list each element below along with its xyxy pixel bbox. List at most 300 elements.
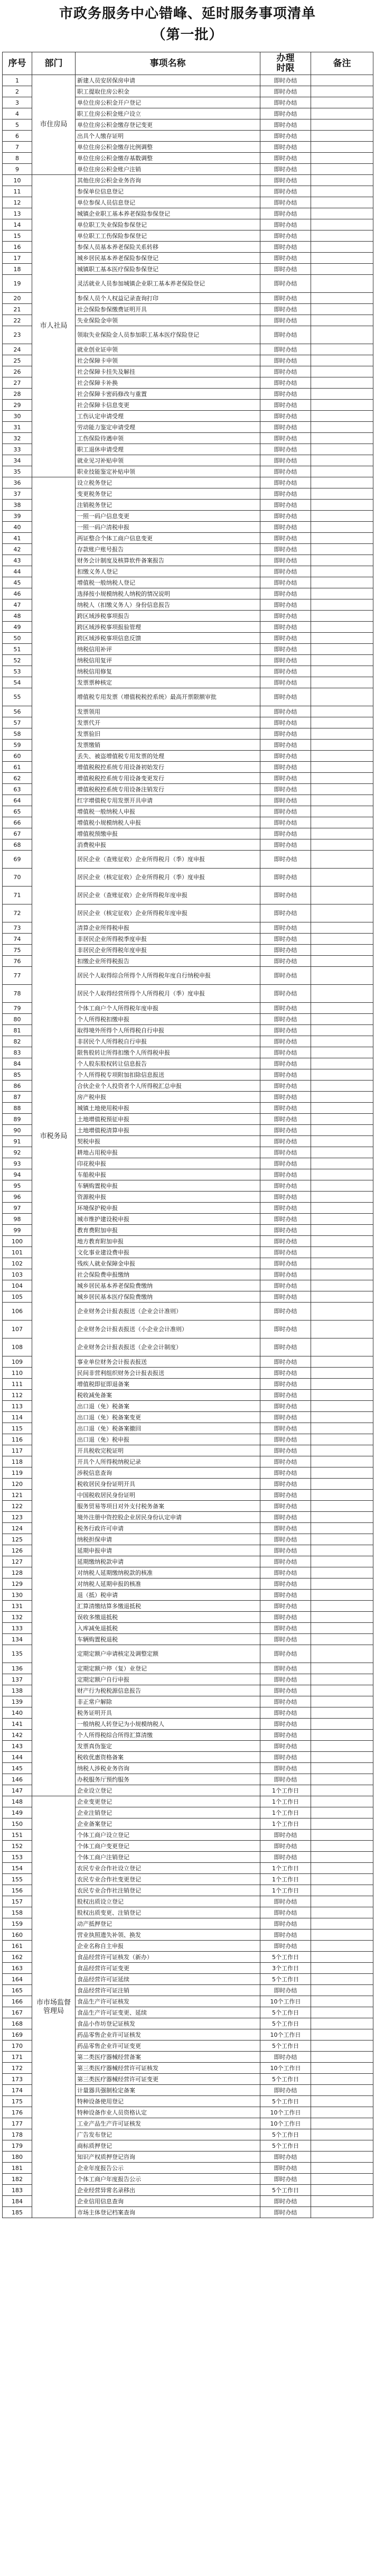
row-note bbox=[311, 945, 373, 956]
row-name: 纳税信用复评 bbox=[76, 655, 260, 666]
row-note bbox=[311, 806, 373, 817]
row-time: 即时办结 bbox=[260, 1434, 311, 1445]
row-time: 即时办结 bbox=[260, 622, 311, 633]
row-name: 营业执照遗失补领、换发 bbox=[76, 1929, 260, 1941]
row-seq: 16 bbox=[3, 242, 32, 253]
row-time: 即时办结 bbox=[260, 1567, 311, 1578]
row-seq: 181 bbox=[3, 2163, 32, 2174]
row-seq: 85 bbox=[3, 1069, 32, 1081]
row-note bbox=[311, 264, 373, 275]
row-note bbox=[311, 706, 373, 717]
row-time: 即时办结 bbox=[260, 366, 311, 377]
row-name: 纳税人涉税业务咨询 bbox=[76, 1763, 260, 1774]
row-name: 个人股东股权转让信息报告 bbox=[76, 1058, 260, 1069]
row-name: 增值税税控系统专用设备注销发行 bbox=[76, 784, 260, 795]
row-note bbox=[311, 1556, 373, 1567]
row-name: 增值税一般纳税人申报 bbox=[76, 806, 260, 817]
row-seq: 68 bbox=[3, 839, 32, 851]
row-time: 即时办结 bbox=[260, 219, 311, 230]
row-note bbox=[311, 304, 373, 315]
row-name: 食品经营许可证核发（新办） bbox=[76, 1952, 260, 1963]
row-note bbox=[311, 644, 373, 655]
row-seq: 119 bbox=[3, 1467, 32, 1479]
row-seq: 42 bbox=[3, 544, 32, 555]
row-seq: 103 bbox=[3, 1269, 32, 1280]
row-note bbox=[311, 1952, 373, 1963]
row-note bbox=[311, 762, 373, 773]
row-time: 即时办结 bbox=[260, 1590, 311, 1601]
row-time: 即时办结 bbox=[260, 1047, 311, 1058]
row-note bbox=[311, 985, 373, 1003]
header-dept: 部门 bbox=[32, 52, 76, 75]
row-note bbox=[311, 555, 373, 566]
row-note bbox=[311, 1918, 373, 1929]
row-name: 企业财务会计报表报送（企业会计制度） bbox=[76, 1338, 260, 1356]
row-time: 即时办结 bbox=[260, 1907, 311, 1918]
row-seq: 82 bbox=[3, 1036, 32, 1047]
row-seq: 147 bbox=[3, 1785, 32, 1796]
row-seq: 81 bbox=[3, 1025, 32, 1036]
row-time: 即时办结 bbox=[260, 175, 311, 186]
row-seq: 169 bbox=[3, 2029, 32, 2041]
row-name: 车船税申报 bbox=[76, 1169, 260, 1180]
row-time: 即时办结 bbox=[260, 1291, 311, 1303]
row-seq: 95 bbox=[3, 1180, 32, 1192]
row-time: 即时办结 bbox=[260, 208, 311, 219]
row-note bbox=[311, 400, 373, 411]
row-seq: 26 bbox=[3, 366, 32, 377]
row-name: 出口退（免）税申报 bbox=[76, 1434, 260, 1445]
row-note bbox=[311, 197, 373, 208]
row-time: 即时办结 bbox=[260, 1634, 311, 1645]
row-time: 即时办结 bbox=[260, 588, 311, 599]
row-name: 企业备案登记 bbox=[76, 1818, 260, 1830]
row-seq: 151 bbox=[3, 1830, 32, 1841]
row-note bbox=[311, 1863, 373, 1874]
row-seq: 171 bbox=[3, 2052, 32, 2063]
row-time: 即时办结 bbox=[260, 751, 311, 762]
row-name: 增值税税控系统专用设备初始发行 bbox=[76, 762, 260, 773]
row-name: 退（抵）税申请 bbox=[76, 1590, 260, 1601]
row-time: 即时办结 bbox=[260, 1730, 311, 1741]
row-note bbox=[311, 1280, 373, 1291]
row-note bbox=[311, 1512, 373, 1523]
row-name: 企业设立登记 bbox=[76, 1785, 260, 1796]
row-time: 1个工作日 bbox=[260, 1874, 311, 1885]
row-note bbox=[311, 208, 373, 219]
row-seq: 152 bbox=[3, 1841, 32, 1852]
row-seq: 133 bbox=[3, 1623, 32, 1634]
row-time: 即时办结 bbox=[260, 1379, 311, 1390]
row-name: 企业财务会计报表报送（企业会计准则） bbox=[76, 1303, 260, 1321]
row-name: 新建人员安居保房申请 bbox=[76, 75, 260, 86]
row-name: 特种设备使用登记 bbox=[76, 2096, 260, 2107]
row-time: 即时办结 bbox=[260, 511, 311, 522]
row-dept: 市住房局 bbox=[32, 75, 76, 175]
row-time: 即时办结 bbox=[260, 1003, 311, 1014]
row-note bbox=[311, 1412, 373, 1423]
row-seq: 60 bbox=[3, 751, 32, 762]
row-name: 选择按小规模纳税人纳税的情况说明 bbox=[76, 588, 260, 599]
row-time: 即时办结 bbox=[260, 1390, 311, 1401]
row-name: 增值税即征即退备案 bbox=[76, 1379, 260, 1390]
row-name: 第三类医疗器械经营许可证变更 bbox=[76, 2074, 260, 2085]
row-name: 特种设备作业人员资格认定 bbox=[76, 2107, 260, 2118]
row-time: 即时办结 bbox=[260, 477, 311, 488]
row-name: 税收减免备案 bbox=[76, 1390, 260, 1401]
row-name: 单位职工失业保险参保登记 bbox=[76, 219, 260, 230]
row-note bbox=[311, 2107, 373, 2118]
row-time: 即时办结 bbox=[260, 1368, 311, 1379]
row-note bbox=[311, 773, 373, 784]
row-time: 即时办结 bbox=[260, 1269, 311, 1280]
row-time: 即时办结 bbox=[260, 2196, 311, 2207]
row-name: 计量器具强制检定备案 bbox=[76, 2085, 260, 2096]
row-name: 税务行政许可申请 bbox=[76, 1523, 260, 1534]
row-note bbox=[311, 2096, 373, 2107]
row-note bbox=[311, 1719, 373, 1730]
row-note bbox=[311, 366, 373, 377]
row-name: 食品生产许可证核发 bbox=[76, 1996, 260, 2007]
row-name: 居民企业（核定征收）企业所得税年度申报 bbox=[76, 904, 260, 922]
row-time: 即时办结 bbox=[260, 153, 311, 164]
row-name: 第二类医疗器械经营备案 bbox=[76, 2052, 260, 2063]
row-time: 即时办结 bbox=[260, 86, 311, 97]
row-seq: 148 bbox=[3, 1796, 32, 1807]
row-note bbox=[311, 1785, 373, 1796]
row-note bbox=[311, 293, 373, 304]
row-note bbox=[311, 326, 373, 344]
row-time: 即时办结 bbox=[260, 1523, 311, 1534]
row-time: 1个工作日 bbox=[260, 1807, 311, 1818]
row-name: 残疾人就业保障金申报 bbox=[76, 1258, 260, 1269]
row-time: 即时办结 bbox=[260, 1258, 311, 1269]
row-time: 即时办结 bbox=[260, 131, 311, 142]
row-note bbox=[311, 1467, 373, 1479]
row-seq: 167 bbox=[3, 2007, 32, 2018]
row-note bbox=[311, 1456, 373, 1467]
row-time: 即时办结 bbox=[260, 1321, 311, 1338]
row-note bbox=[311, 1401, 373, 1412]
row-name: 增值税一般纳税人登记 bbox=[76, 577, 260, 588]
row-seq: 115 bbox=[3, 1423, 32, 1434]
row-seq: 142 bbox=[3, 1730, 32, 1741]
row-seq: 107 bbox=[3, 1321, 32, 1338]
row-time: 即时办结 bbox=[260, 762, 311, 773]
row-time: 即时办结 bbox=[260, 1103, 311, 1114]
row-time: 10个工作日 bbox=[260, 1996, 311, 2007]
row-seq: 40 bbox=[3, 522, 32, 533]
row-time: 即时办结 bbox=[260, 1456, 311, 1467]
row-name: 个体工商户个人所得税年度申报 bbox=[76, 1003, 260, 1014]
row-time: 5个工作日 bbox=[260, 2074, 311, 2085]
row-note bbox=[311, 444, 373, 455]
row-note bbox=[311, 2085, 373, 2096]
row-seq: 156 bbox=[3, 1885, 32, 1896]
row-time: 即时办结 bbox=[260, 411, 311, 422]
header-seq: 序号 bbox=[3, 52, 32, 75]
row-name: 耕地占用税申报 bbox=[76, 1147, 260, 1158]
row-name: 社会保障卡挂失及解挂 bbox=[76, 366, 260, 377]
row-name: 增值税预缴申报 bbox=[76, 828, 260, 839]
row-name: 资源税申报 bbox=[76, 1192, 260, 1203]
row-time: 即时办结 bbox=[260, 97, 311, 108]
row-time: 即时办结 bbox=[260, 1225, 311, 1236]
row-note bbox=[311, 2074, 373, 2085]
row-seq: 105 bbox=[3, 1291, 32, 1303]
row-name: 社会保障卡补换 bbox=[76, 377, 260, 389]
row-seq: 170 bbox=[3, 2041, 32, 2052]
row-name: 民间非营利组织财务会计报表报送 bbox=[76, 1368, 260, 1379]
row-note bbox=[311, 1685, 373, 1696]
row-time: 即时办结 bbox=[260, 934, 311, 945]
row-note bbox=[311, 666, 373, 677]
row-time: 即时办结 bbox=[260, 655, 311, 666]
row-seq: 130 bbox=[3, 1590, 32, 1601]
row-time: 即时办结 bbox=[260, 1896, 311, 1907]
row-name: 居民个人取得综合所得个人所得税年度自行纳税申报 bbox=[76, 967, 260, 985]
row-seq: 15 bbox=[3, 230, 32, 242]
row-name: 税务证明开具 bbox=[76, 1707, 260, 1719]
row-note bbox=[311, 1356, 373, 1368]
row-seq: 18 bbox=[3, 264, 32, 275]
row-name: 文化事业建设费申报 bbox=[76, 1247, 260, 1258]
row-name: 一般纳税人转登记为小规模纳税人 bbox=[76, 1719, 260, 1730]
row-name: 农民专业合作社变更登记 bbox=[76, 1874, 260, 1885]
row-seq: 55 bbox=[3, 688, 32, 706]
row-time: 即时办结 bbox=[260, 242, 311, 253]
page-subtitle: （第一批） bbox=[152, 27, 223, 43]
row-seq: 33 bbox=[3, 444, 32, 455]
row-seq: 101 bbox=[3, 1247, 32, 1258]
table-body bbox=[3, 75, 373, 2218]
row-time: 即时办结 bbox=[260, 1601, 311, 1612]
row-seq: 113 bbox=[3, 1401, 32, 1412]
row-seq: 126 bbox=[3, 1545, 32, 1556]
row-seq: 108 bbox=[3, 1338, 32, 1356]
row-time: 即时办结 bbox=[260, 230, 311, 242]
row-name: 工伤认定申请受理 bbox=[76, 411, 260, 422]
row-dept: 市税务局 bbox=[32, 477, 76, 1796]
row-dept: 市人社局 bbox=[32, 175, 76, 477]
row-note bbox=[311, 2041, 373, 2052]
row-name: 汇算清缴结算多缴退抵税 bbox=[76, 1601, 260, 1612]
row-name: 土地增值税预征申报 bbox=[76, 1114, 260, 1125]
row-seq: 57 bbox=[3, 717, 32, 728]
row-note bbox=[311, 2207, 373, 2218]
row-name: 工伤保险待遇申领 bbox=[76, 433, 260, 444]
row-name: 食品小作坊登记证核发 bbox=[76, 2018, 260, 2029]
row-name: 其他住房公积金业务咨询 bbox=[76, 175, 260, 186]
row-seq: 46 bbox=[3, 588, 32, 599]
row-seq: 129 bbox=[3, 1578, 32, 1590]
row-time: 即时办结 bbox=[260, 142, 311, 153]
header-time-line1: 办理 bbox=[276, 53, 295, 63]
table-row bbox=[3, 1796, 373, 1807]
row-note bbox=[311, 1423, 373, 1434]
row-time: 即时办结 bbox=[260, 455, 311, 466]
row-note bbox=[311, 956, 373, 967]
row-name: 定期定额户申请核定及调整定额 bbox=[76, 1645, 260, 1663]
row-name: 药品零售企业许可证变更 bbox=[76, 2041, 260, 2052]
row-time: 即时办结 bbox=[260, 1247, 311, 1258]
row-time: 即时办结 bbox=[260, 1501, 311, 1512]
row-name: 职工提取住房公积金 bbox=[76, 86, 260, 97]
row-seq: 2 bbox=[3, 86, 32, 97]
row-seq: 131 bbox=[3, 1601, 32, 1612]
row-seq: 14 bbox=[3, 219, 32, 230]
row-name: 单位住房公积金缴存基数调整 bbox=[76, 153, 260, 164]
row-note bbox=[311, 1907, 373, 1918]
table-header-row bbox=[3, 52, 373, 75]
row-time: 5个工作日 bbox=[260, 2185, 311, 2196]
row-seq: 89 bbox=[3, 1114, 32, 1125]
row-time: 即时办结 bbox=[260, 304, 311, 315]
row-note bbox=[311, 622, 373, 633]
row-name: 非居民企业所得税季度申报 bbox=[76, 934, 260, 945]
row-note bbox=[311, 1730, 373, 1741]
row-note bbox=[311, 1523, 373, 1534]
row-note bbox=[311, 1379, 373, 1390]
row-name: 扣缴义务人登记 bbox=[76, 566, 260, 577]
row-seq: 182 bbox=[3, 2174, 32, 2185]
row-name: 非居民企业所得税年度申报 bbox=[76, 945, 260, 956]
row-time: 即时办结 bbox=[260, 967, 311, 985]
row-name: 市场主体登记档案查询 bbox=[76, 2207, 260, 2218]
row-seq: 179 bbox=[3, 2140, 32, 2152]
row-seq: 150 bbox=[3, 1818, 32, 1830]
row-note bbox=[311, 533, 373, 544]
row-name: 车辆购置税退税 bbox=[76, 1634, 260, 1645]
row-seq: 135 bbox=[3, 1645, 32, 1663]
row-seq: 175 bbox=[3, 2096, 32, 2107]
row-seq: 139 bbox=[3, 1696, 32, 1707]
row-time: 即时办结 bbox=[260, 904, 311, 922]
row-time: 即时办结 bbox=[260, 389, 311, 400]
row-seq: 70 bbox=[3, 869, 32, 887]
row-seq: 10 bbox=[3, 175, 32, 186]
row-seq: 120 bbox=[3, 1479, 32, 1490]
row-time: 即时办结 bbox=[260, 1578, 311, 1590]
row-note bbox=[311, 688, 373, 706]
row-name: 纳税担保申请 bbox=[76, 1534, 260, 1545]
row-seq: 117 bbox=[3, 1445, 32, 1456]
row-name: 涉税信息查询 bbox=[76, 1467, 260, 1479]
row-seq: 146 bbox=[3, 1774, 32, 1785]
row-time: 即时办结 bbox=[260, 1338, 311, 1356]
row-time: 即时办结 bbox=[260, 1036, 311, 1047]
row-seq: 49 bbox=[3, 622, 32, 633]
row-time: 即时办结 bbox=[260, 1663, 311, 1674]
row-name: 城市维护建设税申报 bbox=[76, 1214, 260, 1225]
row-note bbox=[311, 1269, 373, 1280]
row-name: 农民专业合作社注销登记 bbox=[76, 1885, 260, 1896]
row-seq: 125 bbox=[3, 1534, 32, 1545]
row-seq: 161 bbox=[3, 1941, 32, 1952]
row-seq: 39 bbox=[3, 511, 32, 522]
row-name: 财务会计制度及核算软件备案报告 bbox=[76, 555, 260, 566]
row-seq: 106 bbox=[3, 1303, 32, 1321]
row-name: 增值税小规模纳税人申报 bbox=[76, 817, 260, 828]
row-time: 即时办结 bbox=[260, 795, 311, 806]
row-time: 10个工作日 bbox=[260, 2107, 311, 2118]
row-name: 税收优惠资格备案 bbox=[76, 1752, 260, 1763]
row-note bbox=[311, 1963, 373, 1974]
row-note bbox=[311, 377, 373, 389]
row-seq: 124 bbox=[3, 1523, 32, 1534]
row-time: 即时办结 bbox=[260, 197, 311, 208]
row-name: 财产行为税税源信息报告 bbox=[76, 1685, 260, 1696]
row-note bbox=[311, 242, 373, 253]
row-note bbox=[311, 1634, 373, 1645]
row-note bbox=[311, 1225, 373, 1236]
row-time: 即时办结 bbox=[260, 1147, 311, 1158]
row-dept: 市市场监督管理局 bbox=[32, 1796, 76, 2218]
row-time: 即时办结 bbox=[260, 784, 311, 795]
row-note bbox=[311, 108, 373, 119]
row-seq: 58 bbox=[3, 728, 32, 740]
row-note bbox=[311, 511, 373, 522]
row-name: 非正常户解除 bbox=[76, 1696, 260, 1707]
row-seq: 176 bbox=[3, 2107, 32, 2118]
row-name: 食品经营许可证变更 bbox=[76, 1963, 260, 1974]
row-time: 即时办结 bbox=[260, 740, 311, 751]
row-time: 即时办结 bbox=[260, 677, 311, 688]
row-note bbox=[311, 142, 373, 153]
row-seq: 29 bbox=[3, 400, 32, 411]
row-seq: 61 bbox=[3, 762, 32, 773]
row-note bbox=[311, 1896, 373, 1907]
row-seq: 67 bbox=[3, 828, 32, 839]
row-note bbox=[311, 2140, 373, 2152]
row-note bbox=[311, 851, 373, 869]
row-name: 单位参保人员信息登记 bbox=[76, 197, 260, 208]
row-note bbox=[311, 2129, 373, 2140]
row-note bbox=[311, 175, 373, 186]
row-seq: 128 bbox=[3, 1567, 32, 1578]
row-note bbox=[311, 2063, 373, 2074]
row-seq: 84 bbox=[3, 1058, 32, 1069]
row-name: 居民企业（查账征收）企业所得税月（季）度申报 bbox=[76, 851, 260, 869]
row-seq: 163 bbox=[3, 1963, 32, 1974]
row-seq: 41 bbox=[3, 533, 32, 544]
row-note bbox=[311, 422, 373, 433]
row-time: 即时办结 bbox=[260, 544, 311, 555]
row-note bbox=[311, 1941, 373, 1952]
row-name: 对纳税人延期申报的核准 bbox=[76, 1578, 260, 1590]
row-time: 即时办结 bbox=[260, 275, 311, 293]
row-seq: 88 bbox=[3, 1103, 32, 1114]
row-note bbox=[311, 253, 373, 264]
row-time: 即时办结 bbox=[260, 264, 311, 275]
row-note bbox=[311, 97, 373, 108]
row-note bbox=[311, 86, 373, 97]
row-seq: 73 bbox=[3, 922, 32, 934]
row-name: 发票代开 bbox=[76, 717, 260, 728]
row-note bbox=[311, 1338, 373, 1356]
row-seq: 63 bbox=[3, 784, 32, 795]
row-name: 居民企业（查账征收）企业所得税年度申报 bbox=[76, 887, 260, 904]
row-name: 中国税收居民身份证明 bbox=[76, 1490, 260, 1501]
row-note bbox=[311, 1985, 373, 1996]
row-time: 即时办结 bbox=[260, 1092, 311, 1103]
row-note bbox=[311, 1368, 373, 1379]
row-time: 即时办结 bbox=[260, 1401, 311, 1412]
row-name: 开具个人所得税纳税记录 bbox=[76, 1456, 260, 1467]
row-time: 即时办结 bbox=[260, 1645, 311, 1663]
row-name: 参保单位信息登记 bbox=[76, 186, 260, 197]
row-name: 食品生产许可证变更、延续 bbox=[76, 2007, 260, 2018]
